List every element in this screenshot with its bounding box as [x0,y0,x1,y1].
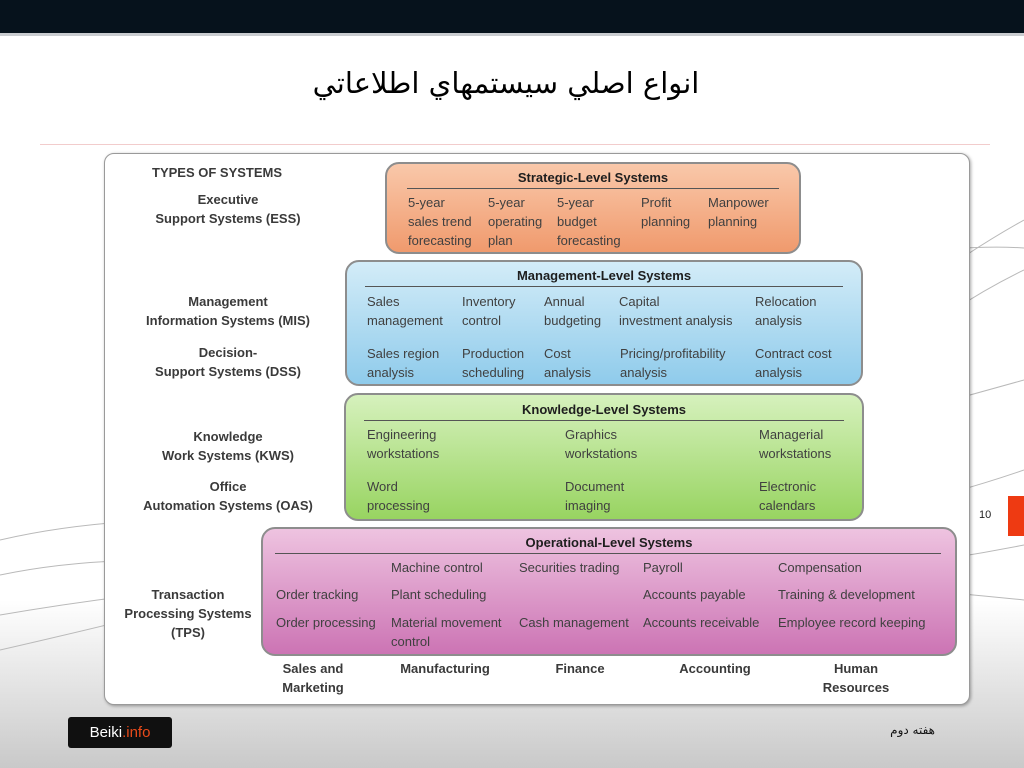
label-oas: Office Automation Systems (OAS) [143,479,313,513]
operational-item: Compensation [778,560,862,575]
slide-accent-tab [1008,496,1024,536]
knowledge-item: Engineering workstations [367,427,440,461]
functional-area-finance: Finance [555,661,605,676]
knowledge-item: Managerial workstations [759,427,832,461]
operational-item: Order tracking [276,587,359,602]
knowledge-rule [364,420,844,421]
label-ess: Executive Support Systems (ESS) [155,192,301,226]
functional-area-human-resources: Human Resources [822,661,890,695]
management-item: Sales management [367,294,443,328]
management-item: Production scheduling [462,346,525,380]
management-item: Cost analysis [544,346,591,380]
operational-rule [275,553,941,554]
strategic-level-box [385,162,801,254]
operational-level-title: Operational-Level Systems [525,535,693,550]
functional-area-manufacturing: Manufacturing [400,661,490,676]
knowledge-item: Word processing [367,479,430,513]
operational-item: Plant scheduling [391,587,487,602]
management-rule [365,286,843,287]
strategic-rule [407,188,779,189]
management-item: Relocation analysis [755,294,817,328]
label-kws: Knowledge Work Systems (KWS) [162,429,294,463]
knowledge-item: Document imaging [565,479,625,513]
management-item: Capital investment analysis [619,294,733,328]
knowledge-item: Graphics workstations [565,427,638,461]
operational-item: Securities trading [519,560,620,575]
management-item: Annual budgeting [544,294,602,328]
operational-item: Order processing [276,615,376,630]
strategic-item: 5-year budget forecasting [557,195,621,248]
label-mis: Management Information Systems (MIS) [146,294,310,328]
management-level-box [345,260,863,386]
functional-area-sales-marketing: Sales and Marketing [282,661,344,695]
diagram-heading: TYPES OF SYSTEMS [152,165,283,180]
knowledge-level-box [344,393,864,521]
functional-area-accounting: Accounting [679,661,751,676]
types-of-systems-diagram [104,153,970,705]
strategic-item: Manpower planning [708,195,769,229]
operational-item: Material movement control [391,615,502,649]
slide-title: انواع اصلي سيستمهاي اطلاعاتي [312,66,700,100]
label-tps: Transaction Processing Systems (TPS) [124,587,252,640]
operational-item: Accounts payable [643,587,746,602]
title-divider [40,144,990,145]
operational-item: Machine control [391,560,483,575]
operational-level-box [261,527,957,656]
strategic-item: 5-year operating plan [488,195,543,248]
management-item: Sales region analysis [367,346,440,380]
operational-item: Payroll [643,560,683,575]
management-item: Pricing/profitability analysis [620,346,726,380]
operational-item: Training & development [778,587,915,602]
week-label: هفته دوم [890,723,935,737]
knowledge-level-title: Knowledge-Level Systems [522,402,686,417]
page-number: 10 [979,509,992,521]
management-level-title: Management-Level Systems [516,268,692,283]
operational-item: Employee record keeping [778,615,926,630]
management-item: Inventory control [462,294,516,328]
beiki-logo: Beiki.info [68,717,172,748]
strategic-item: 5-year sales trend forecasting [408,195,472,248]
operational-item: Cash management [519,615,629,630]
strategic-level-title: Strategic-Level Systems [517,170,669,185]
management-item: Contract cost analysis [755,346,832,380]
strategic-item: Profit planning [641,195,691,229]
knowledge-item: Electronic calendars [759,479,817,513]
label-dss: Decision- Support Systems (DSS) [155,345,301,379]
operational-item: Accounts receivable [643,615,760,630]
